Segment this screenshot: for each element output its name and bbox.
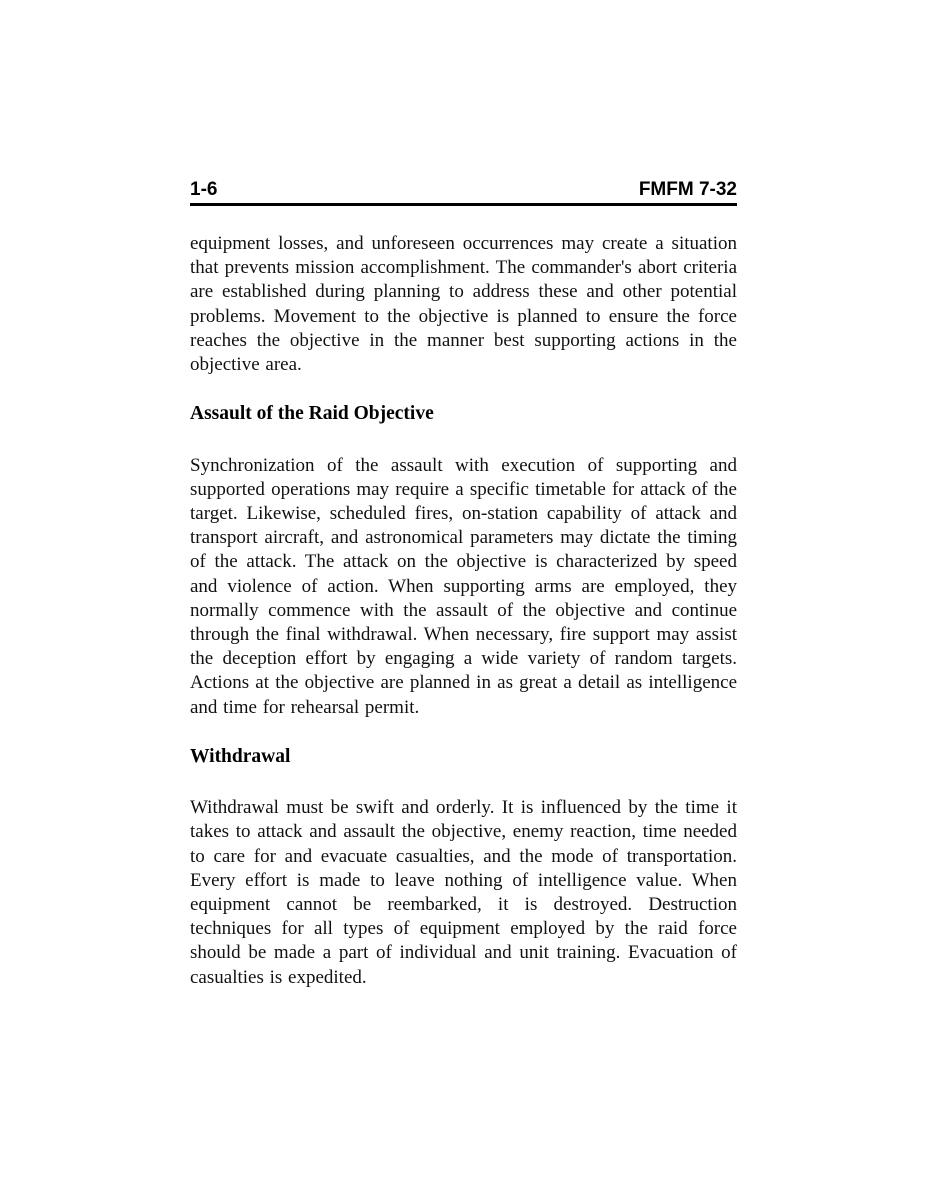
paragraph-movement-to-objective: equipment losses, and unforeseen occurrences may create a situation that prevents mission accomplishment. The commander's abort criteria are established during planning to address these and other potential problems. Movement to the objective is planned to ensure the force reaches the objective in the manner best supporting actions in the objective area. xyxy=(190,232,737,375)
document-id: FMFM 7-32 xyxy=(638,179,737,200)
heading-withdrawal: Withdrawal xyxy=(190,745,291,767)
page-number: 1-6 xyxy=(190,179,218,200)
paragraph-withdrawal: Withdrawal must be swift and orderly. It is influenced by the time it takes to attack and assault the objective, enemy reaction, time needed to care for and evacuate casualties, and the mode of transportation. Every effort is made to leave nothing of intelligence value. When equipment cannot be reembarked, it is destroyed. Destruction techniques for all types of equipment employed by the raid force should be made a part of individual and unit training. Evacuation of casualties is expedited. xyxy=(190,797,737,988)
paragraph-assault: Synchronization of the assault with execution of supporting and supported operations may require a specific timetable for attack of the target. Likewise, scheduled fires, on-station capability of attack and transport aircraft, and astronomical parameters may dictate the timing of the attack. The attack on the objective is characterized by speed and violence of action. When supporting arms are employed, they normally commence with the assault of the objective and continue through the final withdrawal. When necessary, fire support may assist the deception effort by engaging a wide variety of random targets. Actions at the objective are planned in as great a detail as intelligence and time for rehearsal permit. xyxy=(190,454,737,718)
header-rule xyxy=(190,203,737,206)
page-content xyxy=(190,180,737,1016)
page-header xyxy=(190,180,737,201)
heading-assault-of-raid-objective: Assault of the Raid Objective xyxy=(190,403,434,425)
